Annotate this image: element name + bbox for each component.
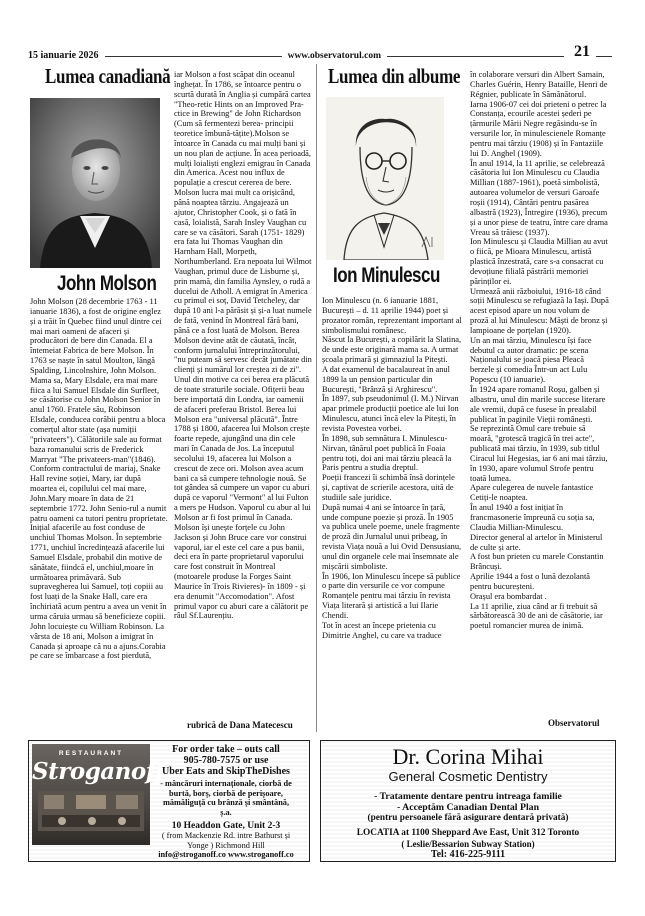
- article-ion-minulescu-col2: [470, 70, 610, 710]
- section-title-lumea-din-albume: Lumea din albume: [328, 64, 461, 88]
- header-rule-3: [596, 56, 612, 57]
- article-john-molson-col1: [30, 297, 168, 717]
- header-rule-2: [387, 56, 564, 57]
- byline: rubrică de Dana Matecescu: [187, 720, 293, 730]
- column-divider: [316, 64, 317, 732]
- location: LOCATIA at 1100 Sheppard Ave East, Unit 312 Toronto: [356, 828, 580, 838]
- john-molson-portrait: [30, 98, 160, 268]
- header-rule: [105, 56, 282, 57]
- article-john-molson-col2: [174, 70, 312, 720]
- menu-description: - mâncăruri internaționale, ciorbă de burtă, borș, ciorbă de perișoare, mămăliguță cu brânză și smântână, ș.a.: [160, 779, 292, 817]
- portrait-name-ion-minulescu: Ion Minulescu: [333, 263, 440, 287]
- ion-minulescu-portrait: [326, 97, 444, 260]
- telephone[interactable]: Tel: 416-225-9111: [430, 849, 506, 860]
- service-line-1: - Tratamente dentare pentru intreaga familie: [374, 791, 562, 802]
- service-line-2: - Acceptăm Canadian Dental Plan: [396, 802, 540, 813]
- site-url[interactable]: www.observatorul.com: [287, 51, 381, 61]
- article-text: iar Molson a fost scăpat din oceanul înghețat. În 1786, se întoarce pentru o scurtă durată în Anglia și cumpără cartea "Theo-retic Hints on an Improved Pra-ctice in Brewing" de John Richardson (Cum să fermentezi berea- principii teoretice îmbună-tățite).Molson se întoarce în Canada cu mai mulți bani și un nou plan de acțiune. În acea perioadă, mulți loialiști englezi emigrau în Canada din America. Acest nou influx de populație a crescut cererea de bere. Molson lucra mai mult ca orișicând, până noaptea târziu. Angajează un ajutor, Christopher Cook, și o fată în casă, loialistă, Sarah Insley Vaughan cu care se va căsători. Sarah (1751- 1829) era fata lui Thomas Vaughan din Harnham Hall, Morpeth, Northumberland. Era nepoata lui Wilmot Vaughan, primul duce de Lisburne și, prin mamă, din familia Aynsley, o rudă a ducelui de Atholl. A emigrat în America cu primul ei soț, David Tetcheley, dar după 10 ani l-a părăsit și și-a luat numele de fată, venind în Montreal fără bani, până ce a fost luată de Molson. Berea Molson devine atât de căutată, încât, conform jurnalului întreprinzătorului, "nu puteam să servesc decât jumătate din clienți și numărul lor creștea zi de zi". Unul din motive ca cei berea era plăcută de toate straturile sociale. Ofițerii beau bere importată din Londra, iar oamenii de afaceri preferau Bristol. Berea lui Molson era "universal plăcută". Între 1788 și 1800, afacerea lui Molson crește foarte repede, ajungând una din cele mari în Canada de Jos. La începutul secolului 19, afacerea lui Molson a crescut de zece ori. Molson avea acum bani ca să cumpere tehnologie nouă. Se tot gândea să cumpere un vapor cu aburi după ce vaporul "Vermont" al lui Fulton a mers pe Hudson. Vaporul cu abur al lui Molson ar fi fost primul în Canada. Molson își unește forțele cu John Jackson și John Bruce care vor construi vaporul, iar el este cel care a pus banii, deci era în parte proprietarul vaporului care fost construit în Montreal (motoarele produse la Forges Saint Maurice în Trois Rivieres)- în 1809 - și era denumit "Accomodation". Afost primul vapor cu aburi care a călătorit pe râul Sf.Laurențiu.: [174, 70, 312, 621]
- delivery-apps: Uber Eats and SkipTheDishes: [162, 766, 290, 777]
- restaurant-label: RESTAURANT: [58, 750, 124, 757]
- subway-station: ( Leslie/Bessarion Subway Station): [401, 839, 535, 849]
- article-text: în colaborare versuri din Albert Samain, Charles Guérin, Henry Bataille, Henri de Régnier, publicate în Sămănătorul. Iarna 1906-07 cei doi prieteni o petrec la Constanța, ecourile acestei șederi pe țărmurile Mării Negre regăsindu-se în versurile lor, în minulescienele Romanțe pentru mai târziu (1908) și în Fantaziile lui D. Anghel (1909). În anul 1914, la 11 aprilie, se celebrează căsătoria lui Ion Minulescu cu Claudia Millian (1887-1961), poetă simbolistă, autoarea volumelor de versuri Garoafe roșii (1914), Cântări pentru pasărea albastră (1923), Întregire (1936), precum și a unor piese de teatru, între care drama Vreau să trăiesc (1937). Ion Minulescu și Claudia Millian au avut o fiică, pe Mioara Minulescu, artistă plastică înzestrată, care s-a consacrat cu devoțiune filială păstrării memoriei părinților ei. Urmează anii războiului, 1916-18 când soții Minulescu se refugiază la Iași. După acest episod apare un nou volum de proză al lui Minulescu: Măști de bronz și lampioane de porțelan (1920). Un an mai târziu, Minulescu își face debutul ca autor dramatic: pe scena Naționalului se joacă piesa Pleacă berzele și comedia Într-un act Lulu Popescu (10 ianuarie). În 1924 apare romanul Roșu, galben și albastru, unul din marile succese literare ale vremii, după ce fusese în prealabil publicat în paginile Vieții românești. Se reprezintă Omul care trebuie să moară, "grotescă tragică în trei acte", publicată mai târziu, în 1939, sub titlul Ciracul lui Hegesias, iar 6 ani mai târziu, în 1930, apare volumul Strofe pentru toată lumea. Apare culegerea de nuvele fantastice Cetiți-le noaptea. În anul 1940 a fost inițiat în francmasonerie împreună cu soția sa, Claudia Millian-Minulescu. Director general al artelor în Ministerul de culte și arte. A fost bun prieten cu marele Constantin Brâncuși. Aprilie 1944 a fost o lună dezolantă pentru bucureșteni. Orașul era bombardat . La 11 aprilie, ziua când ar fi trebuit să sărbătorească 30 de ani de căsătorie, iar poetul romancier murea de inimă.: [470, 70, 609, 631]
- stroganoff-info: [151, 743, 301, 860]
- issue-date: 15 ianuarie 2026: [28, 50, 99, 61]
- article-ion-minulescu-col1: [322, 296, 462, 736]
- interior-image: [32, 785, 150, 835]
- dentist-subtitle: General Cosmetic Dentistry: [388, 769, 548, 784]
- page-header: [28, 45, 618, 61]
- address: 10 Headdon Gate, Unit 2-3: [171, 821, 281, 831]
- ad-stroganoff[interactable]: [28, 740, 310, 862]
- portrait-name-john-molson: John Molson: [57, 271, 157, 295]
- page-number: 21: [574, 43, 590, 60]
- directions: ( from Mackenzie Rd. intre Bathurst și Yonge ) Richmond Hill: [161, 831, 291, 850]
- service-line-3: (pentru persoanele fără asigurare dentară privată): [367, 813, 569, 823]
- section-title-lumea-canadiana: Lumea canadiană: [45, 64, 171, 88]
- contact-email[interactable]: info@stroganoff.co www.stroganoff.co: [158, 850, 294, 859]
- brand-name: Stroganoff: [32, 758, 165, 785]
- stroganoff-logo: [32, 744, 165, 845]
- article-text: Ion Minulescu (n. 6 ianuarie 1881, București – d. 11 aprilie 1944) poet și prozator român, reprezentant important al simbolismului românesc. Născut la București, a copilărit la Slatina, de unde este originară mama sa. A urmat școala primară și gimnaziul la Pitești. A dat examenul de bacalaureat în anul 1899 la un pension particular din București, "Brânză și Arghirescu". În 1897, sub pseudonimul (I. M.) Nirvan apar primele producții poetice ale lui Ion Minulescu, atunci încă elev la Pitești, în revista Povestea vorbei. În 1898, sub semnătura I. Minulescu-Nirvan, tânărul poet publică în Foaia pentru toți, doi ani mai târziu pleacă la Paris pentru a studia dreptul. Poeții francezi îi schimbă însă dorințele și, captivat de scrierile acestora, uită de studiile sale juridice. După numai 4 ani se întoarce în țară, unde compune poezie și proză. În 1905 va publica unele poeme, unele fragmente de proză din Jurnalul unui pribeag, în revista Viața nouă a lui Ovid Densusianu, unul din organele cele mai însemnate ale mișcării simboliste. În 1906, Ion Minulescu începe să publice o parte din versurile ce vor compune Romanțele pentru mai târziu în revista Viața literară și artistică a lui Ilarie Chendi. Tot în acest an începe prietenia cu Dimitrie Anghel, cu care va traduce: [322, 296, 462, 640]
- takeout-line: For order take – outs call: [172, 744, 280, 755]
- ad-dr-corina-mihai[interactable]: [320, 740, 616, 862]
- dentist-name: Dr. Corina Mihai: [392, 744, 544, 769]
- article-text: John Molson (28 decembrie 1763 - 11 ianuarie 1836), a fost de origine englez și a trăit în Quebec fiind unul dintre cei mai mari oameni de afaceri și producători de bere din Canada. El a întemeiat Fabrica de bere Molson. În 1763 se naște în satul Moulton, lângă Spalding, Lincolnshire, John Molson. Mama sa, Mary Elsdale, era mai mare fiica a lui Samuel Elsdale din Surfleet, se căsătorise cu John Molson Senior în anul 1760. Fratele său, Robinson Elsdale, conducea corăbii pentru a bloca comerțul altor state (așa numiții "privateers"). Călătoriile sale au format baza romanului scris de Frederick Marryat "The privateers-man"(1846). Conform contractului de mariaj, Snake Hall revine soției, Mary, iar după moartea ei, copilului cel mai mare, John.Mary moare în data de 21 septembrie 1772. John Senio-rul a numit patru oameni ca tutori pentru proprietate. Inițial afacerile au fost conduse de unchiul Thomas Molson. În septembrie 1771, unchiul încredințează afacerile lui Samuel Elsdale, probabil din motive de sănătate, fiindcă el, unchiul,moare în următoarea primăvară. Sub supravegherea lui Samuel, toți copiii au fost luați de la Snake Hall, care era închiriată acum pentru a avea un venit în urma căruia urmau să beneficieze copiii. John locuiește cu William Robinson. La vârsta de 18 ani, Molson a imigrat în Canada și aproape că nu a ajuns.Corabia pe care se îmbarcase a fost pierdută,: [30, 297, 168, 661]
- credit-observatorul: Observatorul: [548, 718, 600, 728]
- phone-number[interactable]: 905-780-7575 or use: [183, 755, 269, 766]
